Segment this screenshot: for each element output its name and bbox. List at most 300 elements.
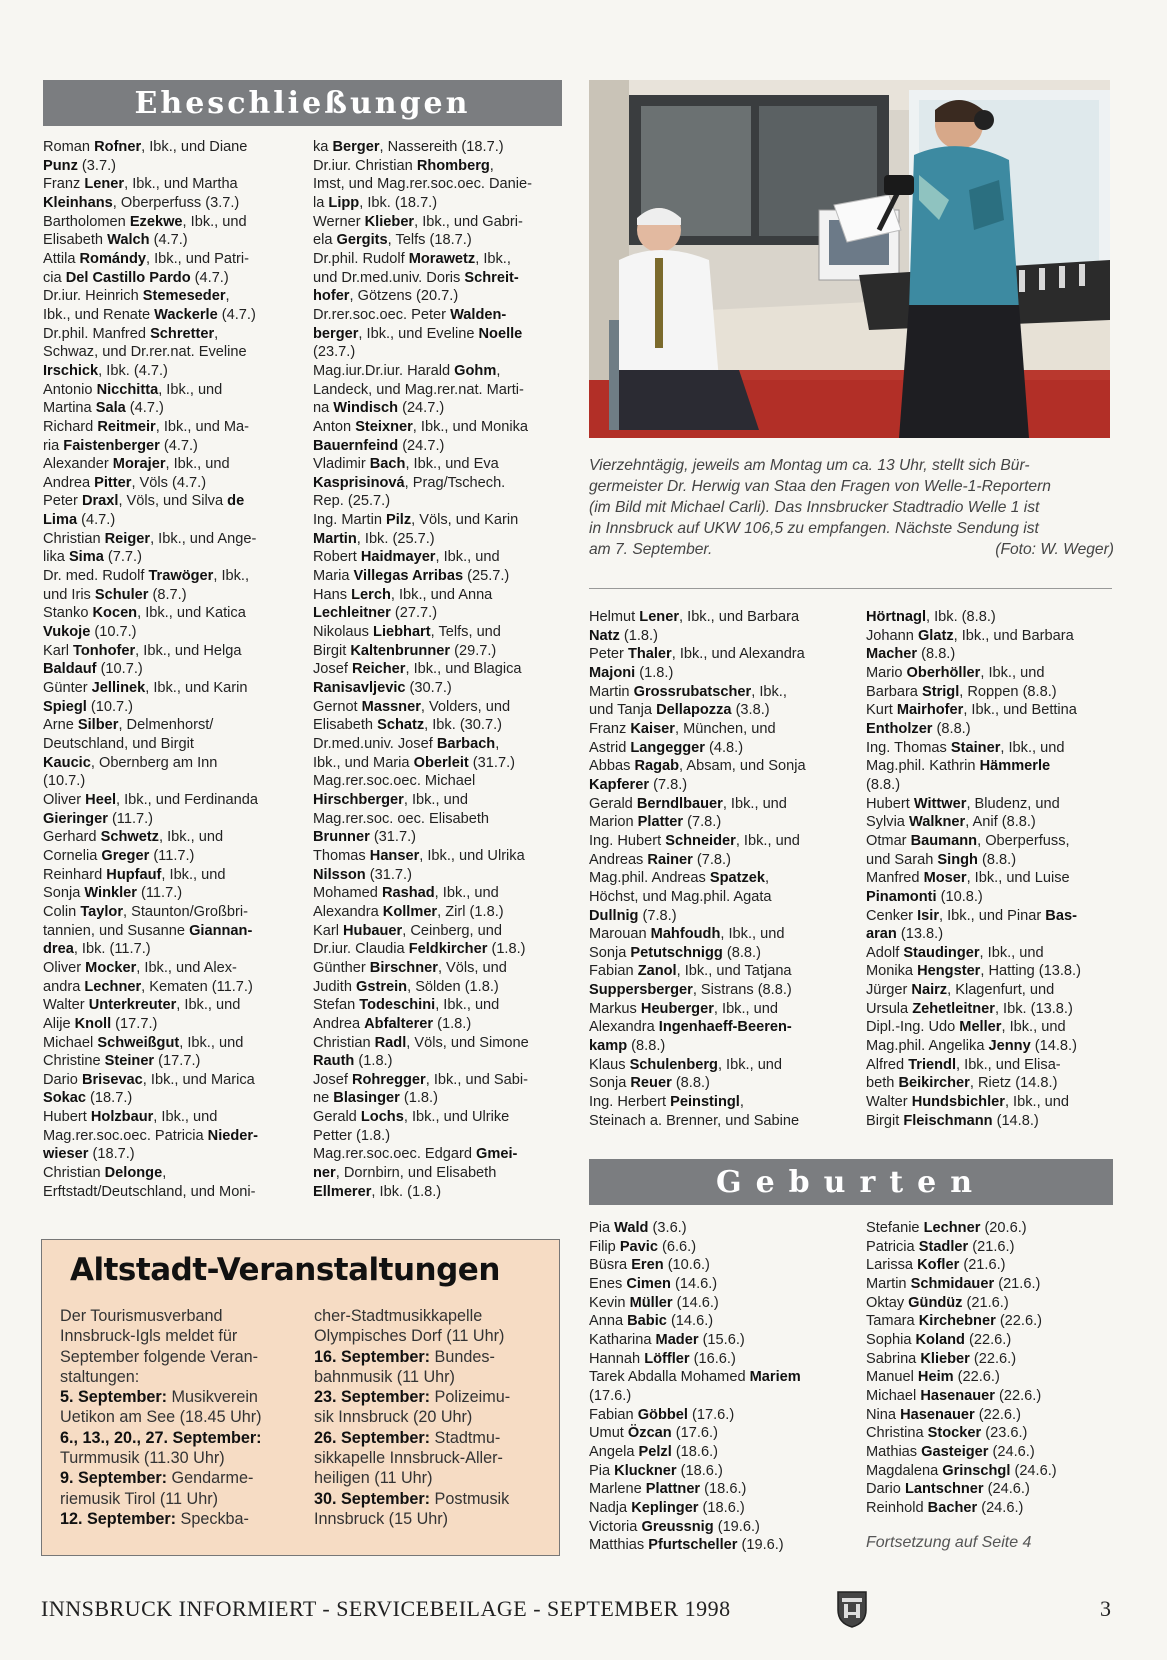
- entry-text: ,: [495, 736, 500, 752]
- entry-text: , Ibk., und Luise: [966, 870, 1070, 887]
- entry-name-bold: Thaler: [627, 646, 672, 663]
- entry-line: [313, 213, 563, 232]
- entry-line: [43, 530, 293, 549]
- entry-text: (22.6.): [953, 1369, 1000, 1386]
- entry-name-bold: Lantschner: [904, 1481, 984, 1498]
- entry-name-bold: Rhomberg: [416, 157, 490, 174]
- entry-text: Gerald: [313, 1109, 361, 1126]
- entry-line: [866, 776, 1126, 795]
- entry-name-bold: Stadler: [918, 1238, 969, 1255]
- entry-text: (8.8.): [722, 944, 761, 961]
- entry-text: Dr.iur. Heinrich: [43, 288, 143, 305]
- entry-text: , Telfs, und: [430, 624, 501, 641]
- entry-text: Sonja: [43, 885, 85, 902]
- entry-line: [313, 698, 563, 717]
- entry-name-bold: Hasenauer: [900, 1406, 975, 1423]
- entry-line: [313, 959, 563, 978]
- entry-name-bold: Kasprisinová: [313, 474, 405, 491]
- entry-text: Angela: [589, 1443, 639, 1460]
- entry-text: , Ibk., und: [435, 997, 500, 1014]
- entry-name-bold: 26. September:: [314, 1428, 431, 1447]
- entry-line: [43, 567, 293, 586]
- entry-text: (14.8.): [992, 1112, 1039, 1129]
- entry-line: [313, 735, 563, 754]
- entry-line: [589, 739, 849, 758]
- entry-line: [589, 664, 849, 683]
- entry-line: [313, 231, 563, 250]
- entry-text: , Ibk., und: [158, 829, 224, 846]
- entry-text: (23.6.): [981, 1425, 1028, 1442]
- entry-name-bold: Schretter: [150, 325, 215, 342]
- entry-name-bold: Sima: [68, 549, 104, 566]
- entry-name-bold: Steixner: [355, 418, 413, 435]
- entry-text: (14.6.): [670, 1275, 718, 1292]
- entry-name-bold: Heim: [917, 1369, 954, 1386]
- entry-name-bold: Pitter: [94, 474, 132, 491]
- entry-name-bold: Özcan: [627, 1425, 672, 1442]
- entry-text: , Oberperfuss (3.7.): [112, 194, 240, 211]
- entry-text: Matthias: [589, 1537, 649, 1554]
- entry-text: Erftstadt/Deutschland, und Moni-: [43, 1183, 256, 1200]
- entry-text: Ing. Martin: [313, 512, 386, 529]
- entry-line: [589, 701, 849, 720]
- entry-line: [866, 1219, 1126, 1238]
- entry-text: Anna: [589, 1313, 628, 1330]
- entry-line: [314, 1367, 554, 1387]
- entry-text: Mag.phil. Andreas: [589, 870, 710, 887]
- entry-name-bold: Petutschnigg: [630, 944, 723, 961]
- entry-text: (17.6.): [589, 1387, 632, 1404]
- photo-caption: [589, 455, 1114, 560]
- entry-name-bold: Bas-: [1045, 907, 1077, 924]
- entry-text: , Ibk., und: [434, 885, 499, 902]
- entry-text: Hubert: [866, 795, 914, 812]
- entry-text: September folgende Veran-: [60, 1347, 258, 1366]
- entry-line: [60, 1347, 300, 1367]
- entry-text: Bundes-: [430, 1347, 495, 1366]
- entry-text: Karl: [43, 642, 74, 659]
- entry-name-bold: Nilsson: [313, 866, 366, 883]
- entry-text: (8.8.): [627, 1038, 666, 1055]
- entry-text: Franz: [43, 176, 85, 193]
- entry-text: Walter: [866, 1094, 912, 1111]
- entry-line: [589, 1331, 849, 1350]
- entry-line: [43, 325, 293, 344]
- entry-line: [43, 716, 293, 735]
- entry-text: ,: [489, 157, 494, 174]
- entry-line: [589, 1000, 849, 1019]
- entry-line: [313, 604, 563, 623]
- entry-line: [43, 922, 293, 941]
- entry-line: [866, 739, 1126, 758]
- entry-name-bold: Stainer: [950, 739, 1001, 756]
- entry-name-bold: Macher: [866, 646, 918, 663]
- entry-text: (7.8.): [692, 851, 731, 868]
- entry-line: [313, 175, 563, 194]
- entry-text: cher-Stadtmusikkapelle: [314, 1307, 483, 1325]
- entry-text: Andreas: [589, 851, 648, 868]
- entry-line: [866, 1238, 1126, 1257]
- entry-line: [60, 1407, 300, 1427]
- entry-text: , Ibk., und: [179, 1034, 244, 1051]
- entry-line: [589, 813, 849, 832]
- entry-text: Der Tourismusverband: [60, 1307, 223, 1325]
- entry-text: (4.8.): [704, 739, 744, 756]
- innsbruck-coat-of-arms-icon: [836, 1590, 868, 1628]
- entry-text: , Ibk., und Eveline: [358, 325, 479, 342]
- entry-line: [589, 1074, 849, 1093]
- entry-line: [589, 1294, 849, 1313]
- entry-text: Attila: [43, 250, 80, 267]
- entry-text: (25.7.): [463, 568, 510, 585]
- entry-line: [43, 978, 293, 997]
- entry-text: Antonio: [43, 381, 97, 398]
- entry-name-bold: Massner: [361, 698, 421, 715]
- entry-name-bold: Pinamonti: [866, 888, 937, 905]
- entry-name-bold: Greussnig: [641, 1518, 714, 1535]
- entry-text: Peter: [43, 493, 82, 510]
- entry-text: Gerald: [589, 795, 637, 812]
- entry-text: Hans: [313, 586, 352, 603]
- entry-name-bold: Pfurtscheller: [648, 1537, 738, 1554]
- entry-line: [866, 1056, 1126, 1075]
- entry-text: Johann: [866, 627, 918, 644]
- entry-text: Dr. med. Rudolf: [43, 568, 149, 585]
- entry-text: Filip: [589, 1238, 620, 1255]
- entry-text: la: [313, 194, 329, 211]
- entry-line: [43, 1034, 293, 1053]
- entry-line: [866, 1462, 1126, 1481]
- entry-line: [43, 847, 293, 866]
- entry-text: Petter (1.8.): [313, 1127, 391, 1144]
- entry-line: [313, 1052, 563, 1071]
- entry-line: [43, 1089, 293, 1108]
- entry-line: [866, 981, 1126, 1000]
- entry-name-bold: aran: [866, 926, 897, 943]
- entry-name-bold: Spiegl: [43, 698, 87, 715]
- entry-name-bold: Rainer: [647, 851, 693, 868]
- entry-name-bold: drea: [43, 941, 74, 958]
- entry-text: Günter: [43, 680, 92, 697]
- entry-text: , Ibk., und Diane: [141, 139, 248, 155]
- entry-line: [866, 851, 1126, 870]
- entry-line: [314, 1387, 554, 1407]
- entry-name-bold: 30. September:: [314, 1489, 431, 1508]
- entry-text: Victoria: [589, 1518, 642, 1535]
- entry-name-bold: 12. September:: [60, 1509, 177, 1528]
- entry-text: , Ibk., und: [722, 795, 787, 812]
- entry-line: [313, 306, 563, 325]
- entry-text: , Ibk., und: [176, 997, 241, 1014]
- entry-text: Monika: [866, 963, 918, 980]
- entry-line: [589, 1112, 849, 1131]
- entry-text: Mag.phil. Kathrin: [866, 758, 980, 775]
- entry-name-bold: Eren: [631, 1257, 664, 1274]
- entry-line: [313, 474, 563, 493]
- entry-text: Pia: [589, 1462, 615, 1479]
- entry-text: (15.6.): [698, 1331, 745, 1348]
- entry-text: , Obernberg am Inn: [90, 754, 218, 771]
- entry-line: [313, 269, 563, 288]
- entry-name-bold: Bacher: [927, 1499, 978, 1516]
- entry-name-bold: Romándy: [79, 250, 146, 267]
- entry-name-bold: Babic: [627, 1313, 667, 1330]
- entry-text: (8.8.): [977, 851, 1017, 868]
- caption-last-line: am 7. September.: [589, 541, 713, 558]
- entry-text: (21.6.): [968, 1238, 1015, 1255]
- entry-name-bold: Vukoje: [43, 624, 91, 641]
- entry-line: [43, 996, 293, 1015]
- entry-line: [866, 1480, 1126, 1499]
- entry-text: Alexandra: [589, 1019, 659, 1036]
- entry-name-bold: Hubauer: [343, 922, 403, 939]
- entry-text: Hubert: [43, 1109, 91, 1126]
- entry-text: (7.8.): [683, 814, 722, 831]
- entry-name-bold: Haidmayer: [360, 549, 436, 566]
- entry-name-bold: Kaiser: [630, 720, 675, 737]
- entry-line: [589, 720, 849, 739]
- entry-text: , Nassereith (18.7.): [379, 139, 504, 155]
- entry-text: (1.8.): [619, 627, 658, 644]
- entry-text: (31.7.): [468, 754, 515, 771]
- entry-text: riemusik Tirol (11 Uhr): [60, 1489, 219, 1508]
- entry-text: , Ibk., und: [713, 1000, 778, 1017]
- section-divider: [589, 588, 1112, 589]
- entry-text: Christian: [43, 530, 105, 547]
- entry-text: Speckba-: [176, 1509, 249, 1528]
- entry-text: , Ibk., und: [165, 456, 230, 473]
- entry-text: , Ibk., und Helga: [135, 642, 242, 659]
- entry-name-bold: 9. September:: [60, 1469, 168, 1488]
- entry-line: [866, 888, 1126, 907]
- entry-line: [43, 884, 293, 903]
- entry-line: [866, 795, 1126, 814]
- entry-name-bold: Nairz: [911, 982, 948, 999]
- entry-name-bold: Schmidauer: [910, 1275, 995, 1292]
- entry-name-bold: Keplinger: [631, 1499, 699, 1516]
- entry-text: Alexandra: [313, 903, 383, 920]
- entry-text: Enes: [589, 1275, 627, 1292]
- page-number: 3: [1100, 1596, 1112, 1621]
- entry-text: und Tanja: [589, 702, 657, 719]
- entry-text: Marouan: [589, 926, 651, 943]
- entry-text: Thomas: [313, 847, 370, 864]
- entry-line: [313, 1089, 563, 1108]
- entry-line: [589, 925, 849, 944]
- entry-line: [43, 1108, 293, 1127]
- entry-text: (8.7.): [148, 586, 187, 603]
- entry-text: (17.7.): [111, 1015, 158, 1032]
- entry-name-bold: Nieder-: [207, 1127, 258, 1144]
- entry-text: , Ibk., und Elisa-: [956, 1056, 1061, 1073]
- entry-text: Dipl.-Ing. Udo: [866, 1019, 960, 1036]
- entry-name-bold: Hanser: [369, 847, 420, 864]
- entry-line: [866, 1387, 1126, 1406]
- entry-text: , Ibk., und Ulrike: [403, 1109, 510, 1126]
- entry-text: , Ibk., und: [403, 791, 468, 808]
- entry-text: Innsbruck (15 Uhr): [314, 1509, 449, 1528]
- entry-name-bold: Grinschgl: [942, 1462, 1011, 1479]
- entry-text: Ibk., und Renate: [43, 306, 155, 323]
- entry-name-bold: 5. September:: [60, 1388, 168, 1407]
- entry-line: [43, 1127, 293, 1146]
- entry-line: [43, 511, 293, 530]
- entry-name-bold: Kocen: [92, 605, 138, 622]
- entry-line: [313, 567, 563, 586]
- photo-credit: (Foto: W. Weger): [995, 541, 1114, 558]
- entry-name-bold: Suppersberger: [589, 982, 693, 999]
- entry-name-bold: Wackerle: [154, 306, 218, 323]
- entry-text: (6.6.): [657, 1238, 697, 1255]
- entry-line: [866, 907, 1126, 926]
- entry-line: [314, 1448, 554, 1468]
- entry-text: (22.6.): [974, 1406, 1021, 1423]
- entry-text: Nadja: [589, 1499, 632, 1516]
- entry-text: (7.7.): [103, 549, 142, 566]
- entry-line: [589, 1406, 849, 1425]
- entry-name-bold: Sala: [95, 400, 126, 417]
- entry-text: Gendarme-: [167, 1469, 254, 1488]
- entry-text: Tarek Abdalla Mohamed: [589, 1369, 750, 1386]
- entry-text: , Ibk.,: [475, 250, 511, 267]
- entry-line: [43, 548, 293, 567]
- entry-text: Manuel: [866, 1369, 918, 1386]
- entry-text: Musikverein: [167, 1388, 258, 1407]
- entry-text: (11.7.): [136, 885, 183, 902]
- entry-name-bold: Noelle: [478, 325, 523, 342]
- entry-name-bold: Delonge: [104, 1165, 163, 1182]
- entry-text: , Ibk., und: [161, 866, 226, 883]
- entry-line: [313, 884, 563, 903]
- caption-line: Vierzehntägig, jeweils am Montag um ca. 13 Uhr, stellt sich Bür-: [589, 457, 1030, 474]
- entry-line: [313, 1034, 563, 1053]
- entry-name-bold: Schwetz: [100, 829, 159, 846]
- entry-text: Reinhard: [43, 866, 107, 883]
- entry-text: , Ibk., und: [1004, 1094, 1070, 1111]
- entry-text: Dr.phil. Rudolf: [313, 250, 409, 267]
- entry-name-bold: Pavic: [619, 1238, 658, 1255]
- entry-name-bold: Oberleit: [413, 754, 469, 771]
- entry-text: andra: [43, 978, 85, 995]
- entry-line: [589, 1536, 849, 1555]
- entry-text: (27.7.): [390, 605, 438, 622]
- entry-line: [43, 269, 293, 288]
- entry-line: [866, 1112, 1126, 1131]
- entry-line: [866, 1443, 1126, 1462]
- entry-text: Klaus: [589, 1056, 630, 1073]
- entry-text: Reinhold: [866, 1499, 928, 1516]
- entry-text: , Rietz (14.8.): [969, 1075, 1058, 1092]
- entry-line: [60, 1489, 300, 1509]
- entry-line: [866, 608, 1126, 627]
- entry-text: Christian: [43, 1165, 105, 1182]
- entry-text: (24.6.): [988, 1443, 1035, 1460]
- entry-text: (16.6.): [689, 1350, 736, 1367]
- entry-name-bold: Taylor: [80, 903, 124, 920]
- entry-text: ka: [313, 139, 333, 155]
- entry-text: Adolf: [866, 944, 904, 961]
- entry-text: (11.7.): [107, 810, 154, 827]
- entry-text: ,: [162, 1165, 167, 1182]
- entry-text: , Ibk., und Eva: [405, 456, 499, 473]
- entry-text: Mag.rer.soc.oec. Michael: [313, 773, 476, 790]
- entry-name-bold: Lerch: [351, 586, 391, 603]
- entry-text: Uetikon am See (18.45 Uhr): [60, 1408, 262, 1427]
- entry-text: , Ibk., und Marica: [142, 1071, 255, 1088]
- entry-text: Rep. (25.7.): [313, 493, 391, 510]
- entry-line: [589, 851, 849, 870]
- entry-name-bold: Walch: [107, 232, 150, 249]
- entry-text: (17.6.): [687, 1406, 735, 1423]
- entry-name-bold: Windisch: [333, 400, 399, 417]
- entry-line: [60, 1367, 300, 1387]
- entry-text: (10.7.): [96, 661, 143, 678]
- footer-text: INNSBRUCK INFORMIERT - SERVICEBEILAGE - SEPTEMBER 1998: [41, 1596, 731, 1621]
- entry-name-bold: Grossrubatscher: [633, 683, 752, 700]
- entry-text: (20.6.): [980, 1220, 1027, 1236]
- entry-line: [313, 772, 563, 791]
- caption-line: in Innsbruck auf UKW 106,5 zu empfangen. Nächste Sendung ist: [589, 520, 1039, 537]
- geburten-header: [589, 1159, 1113, 1205]
- entry-line: [313, 381, 563, 400]
- entry-text: (18.6.): [676, 1462, 723, 1479]
- entry-line: [43, 735, 293, 754]
- entry-text: , Völs (4.7.): [131, 474, 207, 491]
- entry-name-bold: Hörtnagl: [866, 609, 926, 625]
- entry-line: [60, 1428, 300, 1448]
- entry-text: (13.8.): [896, 926, 944, 943]
- entry-name-bold: Irschick: [43, 362, 99, 379]
- entry-name-bold: Lima: [43, 512, 78, 529]
- entry-text: Nina: [866, 1406, 901, 1423]
- entry-line: [43, 194, 293, 213]
- entry-text: Helmut: [589, 609, 640, 625]
- entry-line: [589, 869, 849, 888]
- entry-text: Peter: [589, 646, 628, 663]
- entry-name-bold: Rashad: [381, 885, 435, 902]
- entry-line: [866, 701, 1126, 720]
- entry-text: (4.7.): [217, 306, 256, 323]
- entry-line: [313, 1071, 563, 1090]
- entry-line: [589, 1350, 849, 1369]
- entry-line: [60, 1306, 300, 1326]
- entry-text: , Ibk., und Ange-: [150, 530, 257, 547]
- entry-text: , Ibk., und Barbara: [953, 627, 1074, 644]
- entry-name-bold: Wald: [614, 1220, 649, 1236]
- entry-text: (1.8.): [487, 941, 526, 958]
- entry-text: (4.7.): [149, 232, 188, 249]
- entry-name-bold: Birschner: [369, 959, 438, 976]
- entry-line: [43, 455, 293, 474]
- entry-line: [589, 776, 849, 795]
- entry-line: [866, 1275, 1126, 1294]
- entry-name-bold: Moser: [923, 870, 967, 887]
- entry-text: (22.6.): [995, 1313, 1042, 1330]
- entry-text: Astrid: [589, 739, 631, 756]
- entry-name-bold: Ezekwe: [129, 213, 183, 230]
- entry-text: , Ibk., und: [435, 549, 500, 566]
- entry-line: [314, 1468, 554, 1488]
- entry-text: Nikolaus: [313, 624, 374, 641]
- entry-text: Mag.rer.soc.oec. Edgard: [313, 1146, 477, 1163]
- entry-text: Umut: [589, 1425, 628, 1442]
- entry-text: , Ibk., und: [182, 213, 247, 230]
- entry-name-bold: 16. September:: [314, 1347, 431, 1366]
- entry-line: [313, 716, 563, 735]
- entry-text: Stanko: [43, 605, 93, 622]
- entry-line: [43, 1071, 293, 1090]
- entry-line: [313, 437, 563, 456]
